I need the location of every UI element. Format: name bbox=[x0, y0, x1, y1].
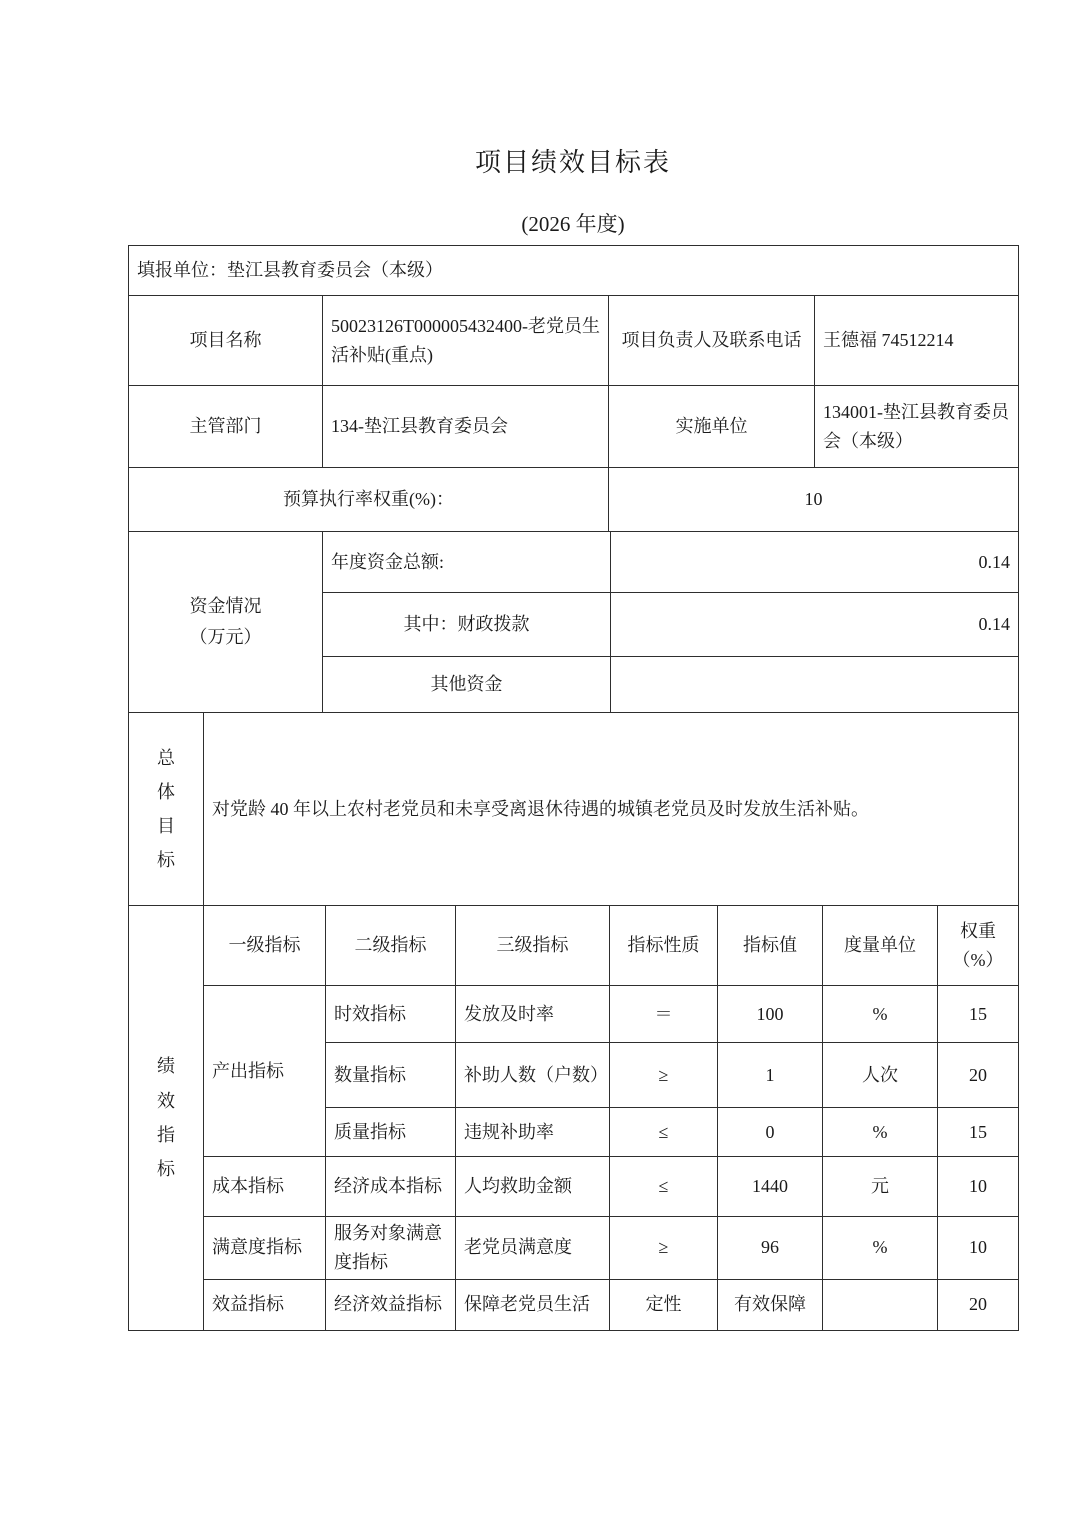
fill-unit-cell: 填报单位：垫江县教育委员会（本级） bbox=[129, 246, 1019, 296]
funding-other-label: 其他资金 bbox=[323, 657, 611, 713]
unit-cell: 人次 bbox=[823, 1043, 938, 1108]
funding-total-label: 年度资金总额: bbox=[323, 532, 611, 593]
page-title: 项目绩效目标表 bbox=[474, 148, 671, 177]
overall-goal-label-text: 总体目标 bbox=[157, 747, 175, 871]
weight-cell: 20 bbox=[938, 1279, 1019, 1330]
nature-cell: ≥ bbox=[610, 1043, 718, 1108]
overall-goal-table bbox=[128, 712, 1019, 906]
level3-cell: 老党员满意度 bbox=[456, 1217, 610, 1280]
implement-unit-value: 134001-垫江县教育委员会（本级） bbox=[815, 386, 1019, 468]
implement-unit-label: 实施单位 bbox=[609, 386, 815, 468]
funding-total-value: 0.14 bbox=[611, 532, 1019, 593]
level2-cell: 质量指标 bbox=[326, 1108, 456, 1157]
manager-label: 项目负责人及联系电话 bbox=[609, 296, 815, 386]
performance-target-document bbox=[128, 245, 1018, 1331]
funding-section-label-text: 资金情况（万元） bbox=[189, 596, 262, 647]
unit-cell: % bbox=[823, 1108, 938, 1157]
indicators-table bbox=[128, 905, 1019, 1331]
level1-cell: 效益指标 bbox=[204, 1279, 326, 1330]
level3-cell: 人均救助金额 bbox=[456, 1157, 610, 1217]
header-level3: 三级指标 bbox=[456, 906, 610, 986]
nature-cell: 定性 bbox=[610, 1279, 718, 1330]
nature-cell: ＝ bbox=[610, 986, 718, 1043]
page-subtitle: (2026 年度) bbox=[521, 212, 625, 236]
manager-value: 王德福 74512214 bbox=[815, 296, 1019, 386]
weight-cell: 15 bbox=[938, 986, 1019, 1043]
budget-rate-label: 预算执行率权重(%)： bbox=[129, 468, 609, 532]
unit-cell bbox=[823, 1279, 938, 1330]
value-cell: 1440 bbox=[718, 1157, 823, 1217]
header-weight: 权重（%） bbox=[938, 906, 1019, 986]
value-cell: 100 bbox=[718, 986, 823, 1043]
indicators-section-label bbox=[129, 906, 204, 1331]
weight-cell: 20 bbox=[938, 1043, 1019, 1108]
project-info-table bbox=[128, 245, 1019, 532]
level1-cell: 产出指标 bbox=[204, 986, 326, 1157]
value-cell: 1 bbox=[718, 1043, 823, 1108]
nature-cell: ≤ bbox=[610, 1157, 718, 1217]
project-name-value: 50023126T000005432400-老党员生活补贴(重点) bbox=[323, 296, 609, 386]
overall-goal-content: 对党龄 40 年以上农村老党员和未享受离退休待遇的城镇老党员及时发放生活补贴。 bbox=[204, 713, 1019, 906]
budget-rate-value: 10 bbox=[609, 468, 1019, 532]
header-unit: 度量单位 bbox=[823, 906, 938, 986]
level3-cell: 违规补助率 bbox=[456, 1108, 610, 1157]
level1-cell: 成本指标 bbox=[204, 1157, 326, 1217]
level2-cell: 数量指标 bbox=[326, 1043, 456, 1108]
level3-cell: 补助人数（户数） bbox=[456, 1043, 610, 1108]
unit-cell: 元 bbox=[823, 1157, 938, 1217]
indicator-row bbox=[129, 1157, 1019, 1217]
funding-other-value bbox=[611, 657, 1019, 713]
header-level2: 二级指标 bbox=[326, 906, 456, 986]
value-cell: 有效保障 bbox=[718, 1279, 823, 1330]
unit-cell: % bbox=[823, 986, 938, 1043]
level2-cell: 时效指标 bbox=[326, 986, 456, 1043]
overall-goal-label bbox=[129, 713, 204, 906]
funding-section-label bbox=[129, 532, 323, 713]
funding-fiscal-value: 0.14 bbox=[611, 593, 1019, 657]
header-nature: 指标性质 bbox=[610, 906, 718, 986]
value-cell: 96 bbox=[718, 1217, 823, 1280]
project-name-label: 项目名称 bbox=[129, 296, 323, 386]
nature-cell: ≥ bbox=[610, 1217, 718, 1280]
department-value: 134-垫江县教育委员会 bbox=[323, 386, 609, 468]
value-cell: 0 bbox=[718, 1108, 823, 1157]
level2-cell: 经济成本指标 bbox=[326, 1157, 456, 1217]
nature-cell: ≤ bbox=[610, 1108, 718, 1157]
header-level1: 一级指标 bbox=[204, 906, 326, 986]
header-value: 指标值 bbox=[718, 906, 823, 986]
weight-cell: 10 bbox=[938, 1157, 1019, 1217]
indicator-row bbox=[129, 986, 1019, 1043]
indicator-row bbox=[129, 1217, 1019, 1280]
level1-cell: 满意度指标 bbox=[204, 1217, 326, 1280]
level2-cell: 经济效益指标 bbox=[326, 1279, 456, 1330]
unit-cell: % bbox=[823, 1217, 938, 1280]
weight-cell: 10 bbox=[938, 1217, 1019, 1280]
level2-cell: 服务对象满意度指标 bbox=[326, 1217, 456, 1280]
funding-table bbox=[128, 531, 1019, 713]
funding-fiscal-label: 其中：财政拨款 bbox=[323, 593, 611, 657]
level3-cell: 发放及时率 bbox=[456, 986, 610, 1043]
indicators-section-label-text: 绩效指标 bbox=[157, 1056, 175, 1179]
indicator-row bbox=[129, 1279, 1019, 1330]
level3-cell: 保障老党员生活 bbox=[456, 1279, 610, 1330]
weight-cell: 15 bbox=[938, 1108, 1019, 1157]
department-label: 主管部门 bbox=[129, 386, 323, 468]
